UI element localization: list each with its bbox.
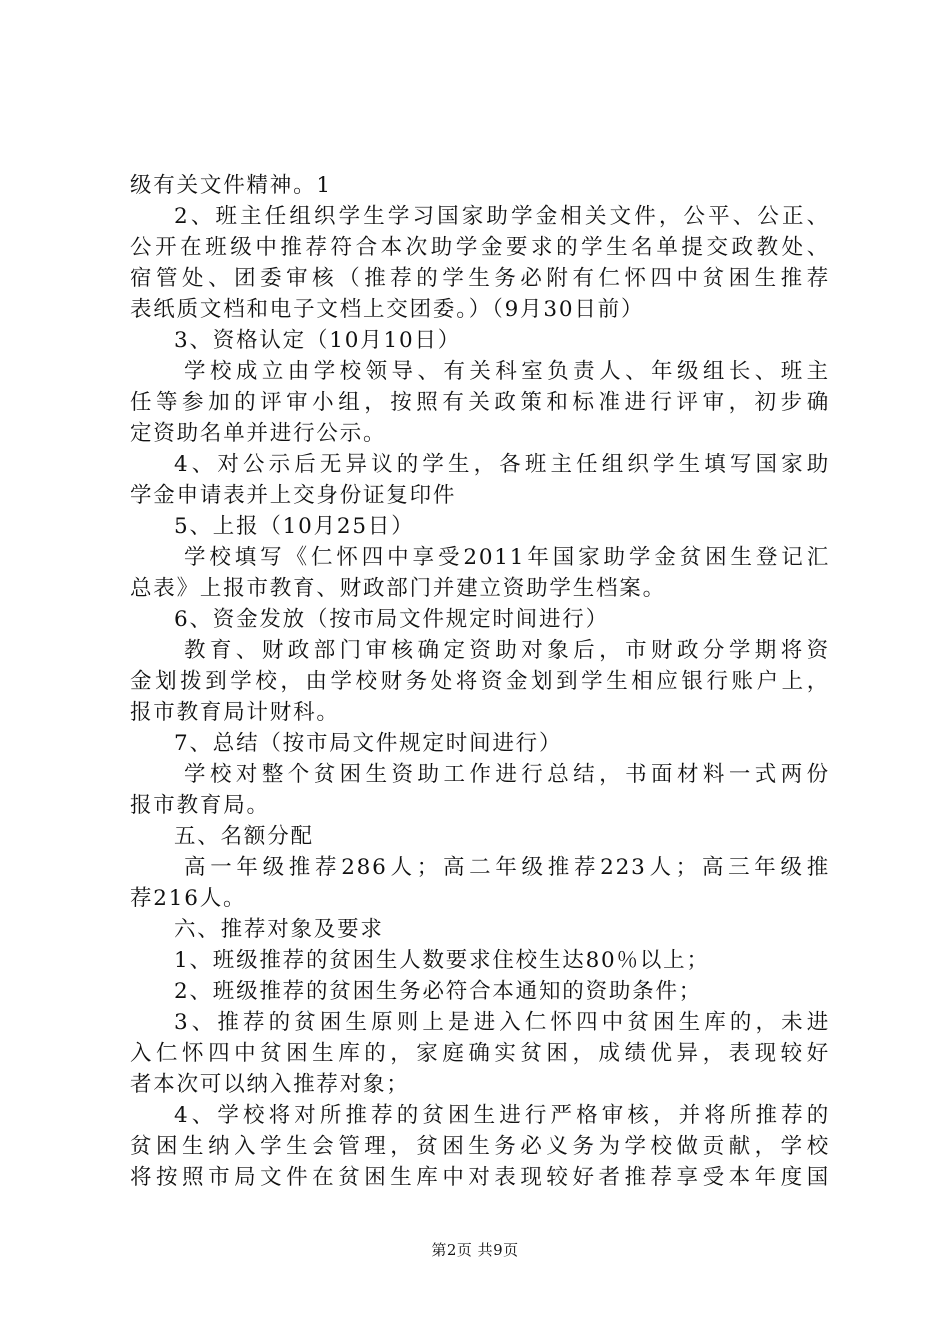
- text-line: 2、班级推荐的贫困生务必符合本通知的资助条件；: [174, 979, 703, 1004]
- text-line: 3、推荐的贫困生原则上是进入仁怀四中贫困生库的，未进: [174, 1010, 830, 1035]
- text-line: 4、对公示后无异议的学生，各班主任组织学生填写国家助: [174, 452, 830, 477]
- text-line: 1、班级推荐的贫困生人数要求住校生达80％以上；: [174, 948, 710, 973]
- text-line: 学校填写《仁怀四中享受2011年国家助学金贫困生登记汇: [184, 545, 830, 570]
- page-footer: [0, 1240, 950, 1260]
- text-line: 学校对整个贫困生资助工作进行总结，书面材料一式两份: [184, 762, 830, 787]
- text-line: 2、班主任组织学生学习国家助学金相关文件，公平、公正、: [174, 204, 830, 229]
- text-line: 报市教育局计财科。: [130, 700, 340, 725]
- text-line: 者本次可以纳入推荐对象；: [130, 1072, 410, 1097]
- text-line: 公开在班级中推荐符合本次助学金要求的学生名单提交政教处、: [130, 235, 830, 260]
- text-line: 荐216人。: [130, 886, 247, 911]
- text-line: 教育、财政部门审核确定资助对象后，市财政分学期将资: [184, 638, 830, 663]
- text-line: 学校成立由学校领导、有关科室负责人、年级组长、班主: [184, 359, 830, 384]
- text-line: 高一年级推荐286人；高二年级推荐223人；高三年级推: [184, 855, 830, 880]
- text-line: 贫困生纳入学生会管理，贫困生务必义务为学校做贡献，学校: [130, 1134, 830, 1159]
- text-line: 表纸质文档和电子文档上交团委。）（9月30日前）: [130, 297, 645, 322]
- text-line: 宿管处、团委审核（推荐的学生务必附有仁怀四中贫困生推荐: [130, 266, 830, 291]
- section-heading: 六、推荐对象及要求: [174, 917, 384, 942]
- text-line: 学金申请表并上交身份证复印件: [130, 483, 457, 508]
- text-line: 将按照市局文件在贫困生库中对表现较好者推荐享受本年度国: [130, 1165, 830, 1190]
- text-line: 入仁怀四中贫困生库的，家庭确实贫困，成绩优异，表现较好: [130, 1041, 830, 1066]
- section-heading: 5、上报（10月25日）: [174, 514, 415, 539]
- section-heading: 6、资金发放（按市局文件规定时间进行）: [174, 607, 609, 632]
- text-line: 报市教育局。: [130, 793, 270, 818]
- page-number: 第2页 共9页: [431, 1241, 519, 1259]
- text-line: 4、学校将对所推荐的贫困生进行严格审核，并将所推荐的: [174, 1103, 830, 1128]
- text-line: 定资助名单并进行公示。: [130, 421, 387, 446]
- text-line: 级有关文件精神。1: [130, 173, 332, 198]
- text-line: 总表》上报市教育、财政部门并建立资助学生档案。: [130, 576, 666, 601]
- text-line: 任等参加的评审小组，按照有关政策和标准进行评审，初步确: [130, 390, 830, 415]
- text-line: 金划拨到学校，由学校财务处将资金划到学生相应银行账户上，: [130, 669, 830, 694]
- section-heading: 3、资格认定（10月10日）: [174, 328, 462, 353]
- section-heading: 五、名额分配: [174, 824, 314, 849]
- document-body: [130, 170, 830, 1193]
- section-heading: 7、总结（按市局文件规定时间进行）: [174, 731, 563, 756]
